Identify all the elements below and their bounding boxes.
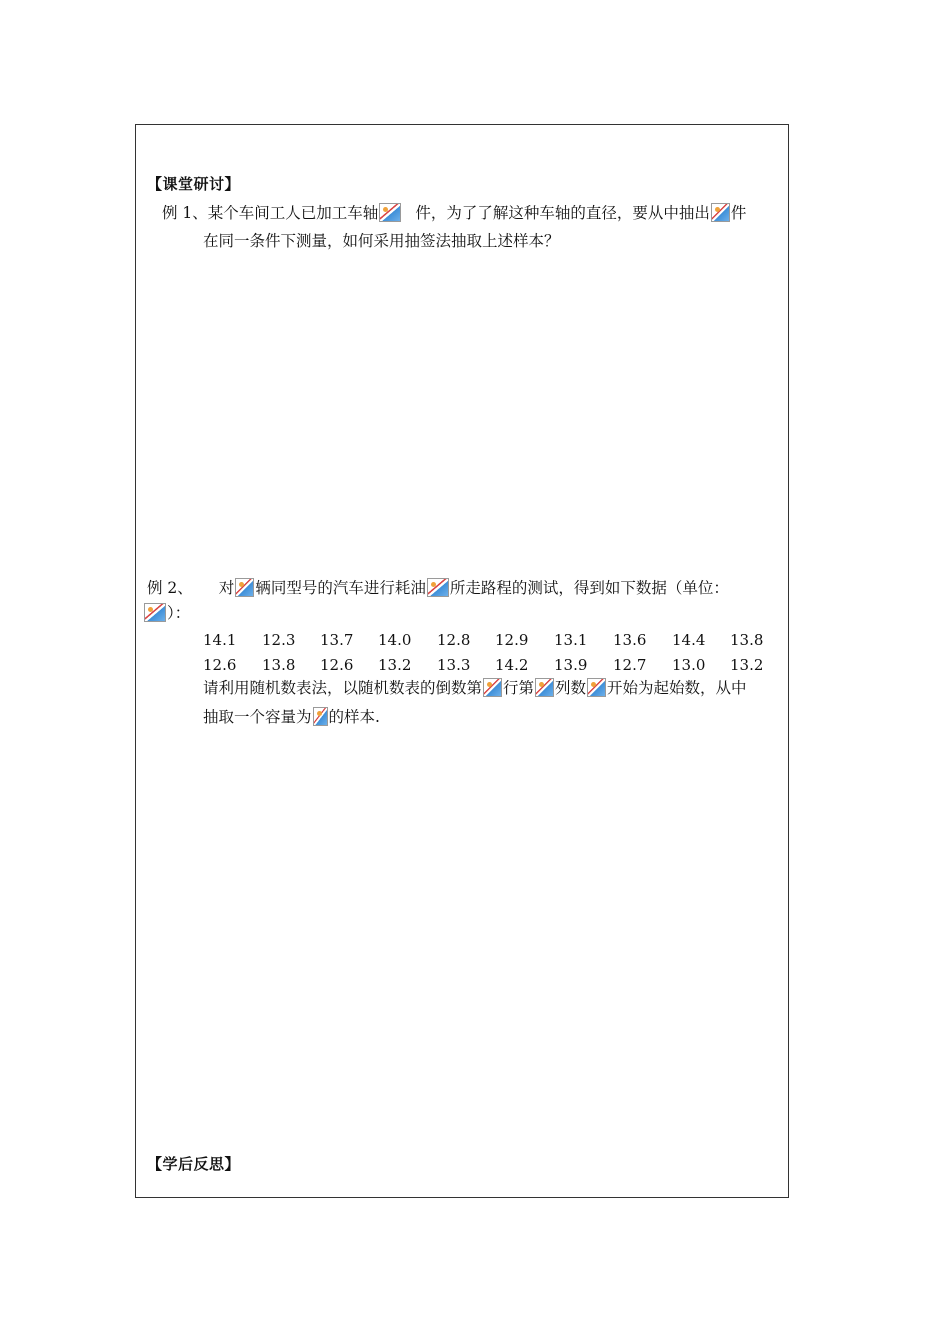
example2-question-line2 [203, 706, 380, 728]
example2-line2 [143, 602, 190, 624]
section-heading-reflection: 【学后反思】 [147, 1155, 241, 1173]
data-cell: 13.7 [320, 631, 354, 649]
formula-image-icon [711, 203, 730, 222]
example1-text-b: 件，为了了解这种车轴的直径，要从中抽出 [415, 204, 710, 222]
data-cell: 14.4 [672, 631, 706, 649]
example2-q-a: 请利用随机数表法，以随机数表的倒数第 [203, 679, 483, 697]
example1-text-c: 件 [730, 204, 747, 222]
formula-image-icon [313, 707, 328, 726]
data-cell: 12.8 [437, 631, 471, 649]
data-cell: 13.2 [730, 656, 764, 674]
example1-label: 例 1、 [162, 204, 208, 222]
data-cell: 12.6 [203, 656, 237, 674]
example2-q-d: 开始为起始数，从中 [607, 679, 747, 697]
unit-image-icon [144, 603, 166, 622]
formula-image-icon [535, 678, 554, 697]
data-cell: 12.6 [320, 656, 354, 674]
data-cell: 13.6 [613, 631, 647, 649]
example1-line1 [162, 202, 746, 224]
data-cell: 14.2 [495, 656, 529, 674]
section-heading-classroom: 【课堂研讨】 [147, 175, 241, 193]
formula-image-icon [587, 678, 606, 697]
example1-line2: 在同一条件下测量，如何采用抽签法抽取上述样本？ [203, 232, 560, 250]
example2-q-b: 行第 [503, 679, 535, 697]
data-cell: 13.2 [378, 656, 412, 674]
example2-text-c: 所走路程的测试，得到如下数据（单位： [449, 579, 729, 597]
formula-image-icon [483, 678, 502, 697]
data-cell: 13.1 [554, 631, 588, 649]
example2-label: 例 2、 [147, 579, 193, 597]
example2-q-c: 列数 [555, 679, 587, 697]
example2-question-line1 [203, 677, 747, 699]
data-cell: 13.8 [262, 656, 296, 674]
example1-text-a: 某个车间工人已加工车轴 [207, 204, 379, 222]
formula-image-icon [235, 578, 254, 597]
data-cell: 13.9 [554, 656, 588, 674]
formula-image-icon [379, 203, 401, 222]
example2-text-d: ）： [167, 604, 191, 622]
example2-line1 [147, 577, 729, 599]
data-cell: 13.0 [672, 656, 706, 674]
data-cell: 12.9 [495, 631, 529, 649]
data-cell: 14.0 [378, 631, 412, 649]
formula-image-icon [427, 578, 449, 597]
example2-q-f: 的样本. [328, 708, 380, 726]
data-cell: 14.1 [203, 631, 237, 649]
example2-q-e: 抽取一个容量为 [203, 708, 312, 726]
data-cell: 12.7 [613, 656, 647, 674]
example2-text-b: 辆同型号的汽车进行耗油 [255, 579, 426, 597]
data-cell: 13.3 [437, 656, 471, 674]
example2-text-a: 对 [218, 579, 235, 597]
data-cell: 13.8 [730, 631, 764, 649]
data-cell: 12.3 [262, 631, 296, 649]
